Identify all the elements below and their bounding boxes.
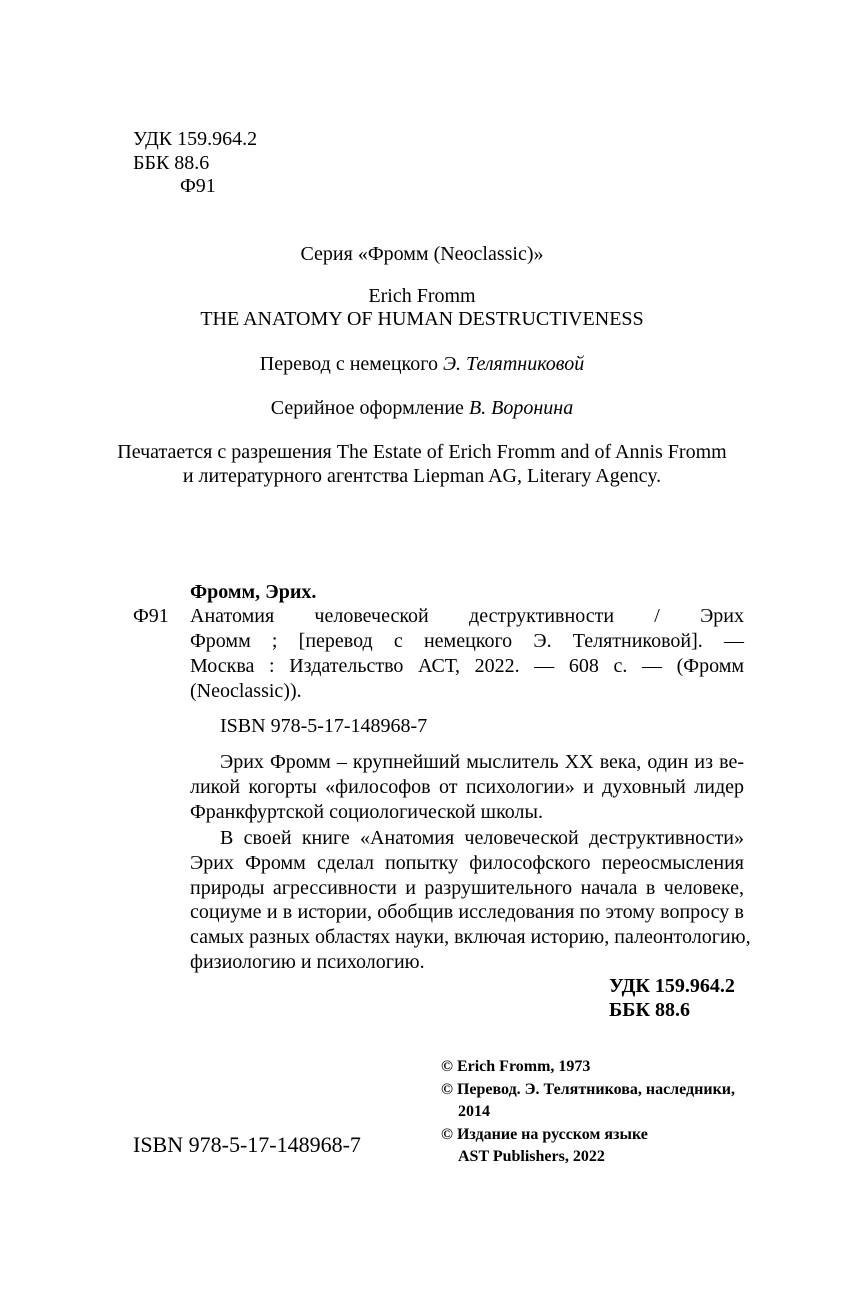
translation-credit [0, 352, 844, 376]
catalog-line-4: (Neoclassic)). [190, 680, 302, 702]
bbk-code: ББК 88.6 [133, 152, 210, 174]
annotation2-line-4: социуме и в истории, обобщив исследования по этому вопросу в [190, 901, 744, 923]
design-credit [0, 396, 844, 420]
catalog-heading: Фромм, Эрих. [190, 581, 317, 603]
translator-name: Э. Телятниковой [442, 353, 585, 375]
annotation1-line-2: ликой когорты «философов от психологии» и духовный лидер [190, 776, 744, 798]
annotation2-line-6: физиологию и психологию. [190, 951, 425, 973]
original-title: THE ANATOMY OF HUMAN DESTRUCTIVENESS [200, 308, 644, 330]
footer-isbn: ISBN 978-5-17-148968-7 [133, 1132, 361, 1157]
copyright-line-5: AST Publishers, 2022 [458, 1148, 605, 1165]
permission-line-2: и литературного агентства Liepman AG, Literary Agency. [182, 465, 662, 487]
catalog-line-1: Анатомия человеческой деструктивности / Эрих [190, 605, 744, 627]
catalog-line-2: Фромм ; [перевод с немецкого Э. Телятниковой]. — [190, 630, 744, 652]
udk-code: УДК 159.964.2 [133, 128, 258, 150]
copyright-line-1: © Erich Fromm, 1973 [441, 1058, 591, 1075]
series-line: Серия «Фромм (Neoclassic)» [300, 243, 544, 265]
catalog-line-3: Москва : Издательство АСТ, 2022. — 608 с. — (Фромм [190, 655, 744, 677]
copyright-line-4: © Издание на русском языке [441, 1126, 648, 1143]
translation-prefix: Перевод с немецкого [259, 353, 438, 375]
designer-name: В. Воронина [468, 397, 574, 419]
annotation1-line-3: Франкфуртской социологической школы. [190, 801, 543, 823]
permission-line-1: Печатается с разрешения The Estate of Erich Fromm and of Annis Fromm [117, 441, 727, 463]
annotation1-line-1: Эрих Фромм – крупнейший мыслитель XX века, один из ве- [220, 751, 744, 773]
catalog-udk: УДК 159.964.2 [609, 975, 735, 997]
annotation2-line-2: Эрих Фромм сделал попытку философского переосмысления [190, 852, 744, 874]
annotation2-line-3: природы агрессивности и разрушительного начала в человеке, [190, 877, 744, 899]
annotation2-line-1: В своей книге «Анатомия человеческой деструктивности» [220, 827, 744, 849]
catalog-mark: Ф91 [133, 605, 169, 627]
annotation2-line-5: самых разных областях науки, включая историю, палеонтологию, [190, 926, 751, 948]
copyright-line-2: © Перевод. Э. Телятникова, наследники, [441, 1081, 736, 1098]
author-mark: Ф91 [180, 175, 216, 197]
original-author: Erich Fromm [368, 285, 476, 307]
catalog-bbk: ББК 88.6 [609, 999, 690, 1021]
copyright-line-3: 2014 [458, 1103, 490, 1120]
catalog-isbn: ISBN 978-5-17-148968-7 [220, 715, 428, 737]
design-prefix: Серийное оформление [270, 397, 464, 419]
